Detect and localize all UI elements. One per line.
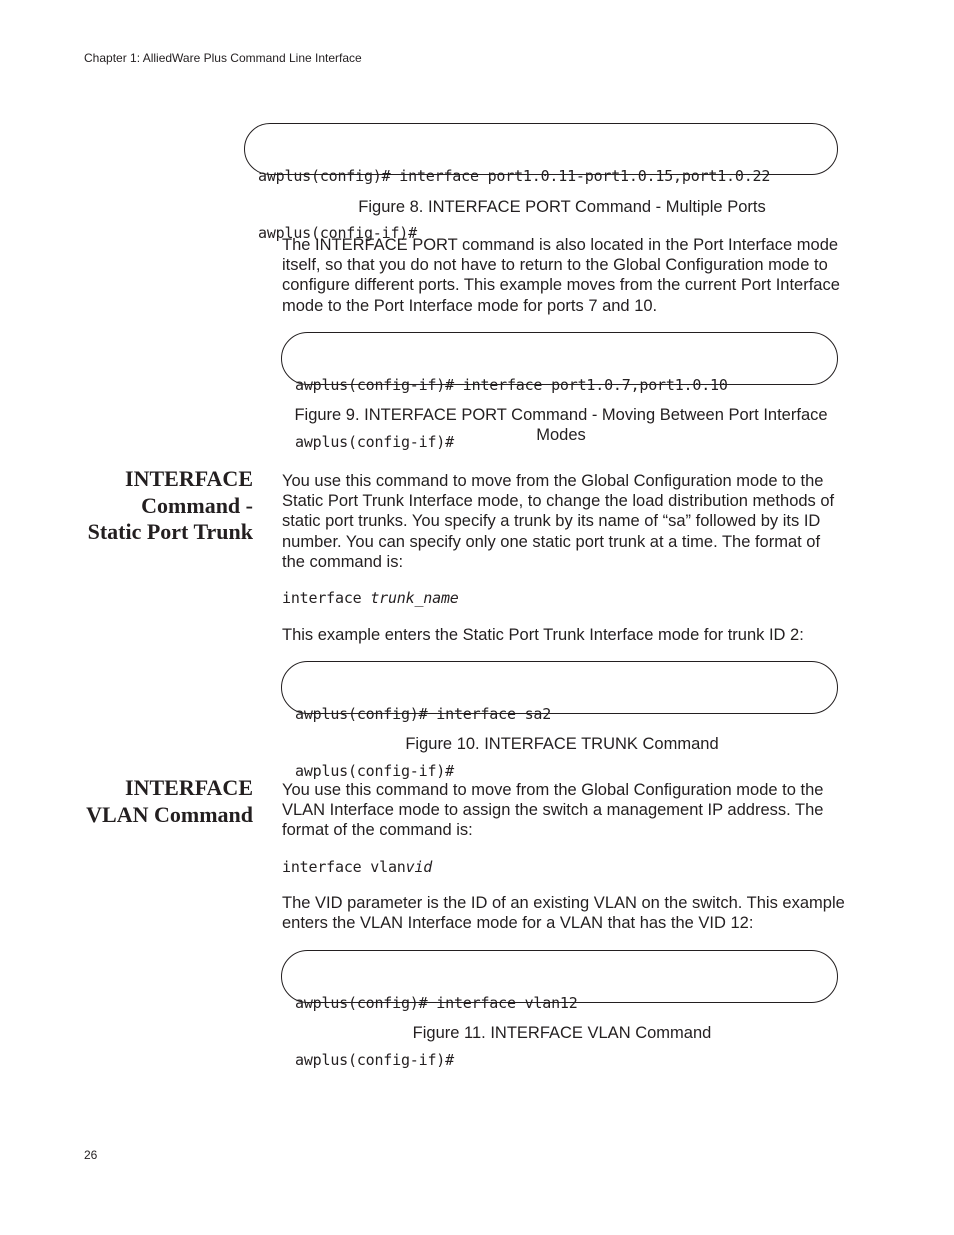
figure-caption: Figure 11. INTERFACE VLAN Command xyxy=(412,1024,712,1042)
section-heading-vlan-command: INTERFACE VLAN Command xyxy=(86,775,253,827)
command-syntax: interface vlanvid xyxy=(282,858,433,876)
body-paragraph: The VID parameter is the ID of an existing VLAN on the switch. This example enters the VLAN Interface mode for a VLAN that has the VID 12: xyxy=(282,894,845,933)
syntax-parameter: vid xyxy=(405,858,433,876)
figure-caption: Figure 10. INTERFACE TRUNK Command xyxy=(405,735,719,753)
code-line: awplus(config-if)# xyxy=(258,224,417,242)
figure-caption: Figure 8. INTERFACE PORT Command - Multiple Ports xyxy=(358,198,766,216)
body-paragraph: The INTERFACE PORT command is also located in the Port Interface mode itself, so that you do not have to return to the Global Configuration mode to configure different ports. This example moves from the current Port Interface mode to the Port Interface mode for ports 7 and 10. xyxy=(282,236,840,315)
code-line: awplus(config-if)# xyxy=(295,1051,454,1069)
page-number: 26 xyxy=(84,1148,98,1162)
code-line: awplus(config-if)# xyxy=(295,433,454,451)
body-paragraph: This example enters the Static Port Trunk Interface mode for trunk ID 2: xyxy=(282,626,804,644)
caption-line: Figure 9. INTERFACE PORT Command - Moving Between Port Interface xyxy=(294,406,828,424)
code-line: awplus(config-if)# xyxy=(295,762,454,780)
code-line: awplus(config)# interface vlan12 xyxy=(295,994,578,1012)
section-heading-static-port-trunk: INTERFACE Command - Static Port Trunk xyxy=(87,466,253,544)
body-paragraph: You use this command to move from the Global Configuration mode to the VLAN Interface mode to assign the switch a management IP address. The format of the command is: xyxy=(282,781,824,840)
code-line: awplus(config)# interface sa2 xyxy=(295,705,552,723)
body-paragraph: You use this command to move from the Global Configuration mode to the Static Port Trunk Interface mode, to change the load distribution methods of static port trunks. You specify a trunk by its name of “sa” followed by its ID number. You can specify only one static port trunk at a time. The format of the command is: xyxy=(282,472,835,571)
command-syntax: interface trunk_name xyxy=(282,589,459,607)
code-line: awplus(config)# interface port1.0.11-port1.0.15,port1.0.22 xyxy=(258,167,771,185)
code-line: awplus(config-if)# interface port1.0.7,port1.0.10 xyxy=(295,376,728,394)
figure-caption xyxy=(270,405,852,445)
syntax-parameter: trunk_name xyxy=(370,589,459,607)
caption-line: Modes xyxy=(536,426,586,444)
running-header: Chapter 1: AlliedWare Plus Command Line Interface xyxy=(84,51,362,65)
